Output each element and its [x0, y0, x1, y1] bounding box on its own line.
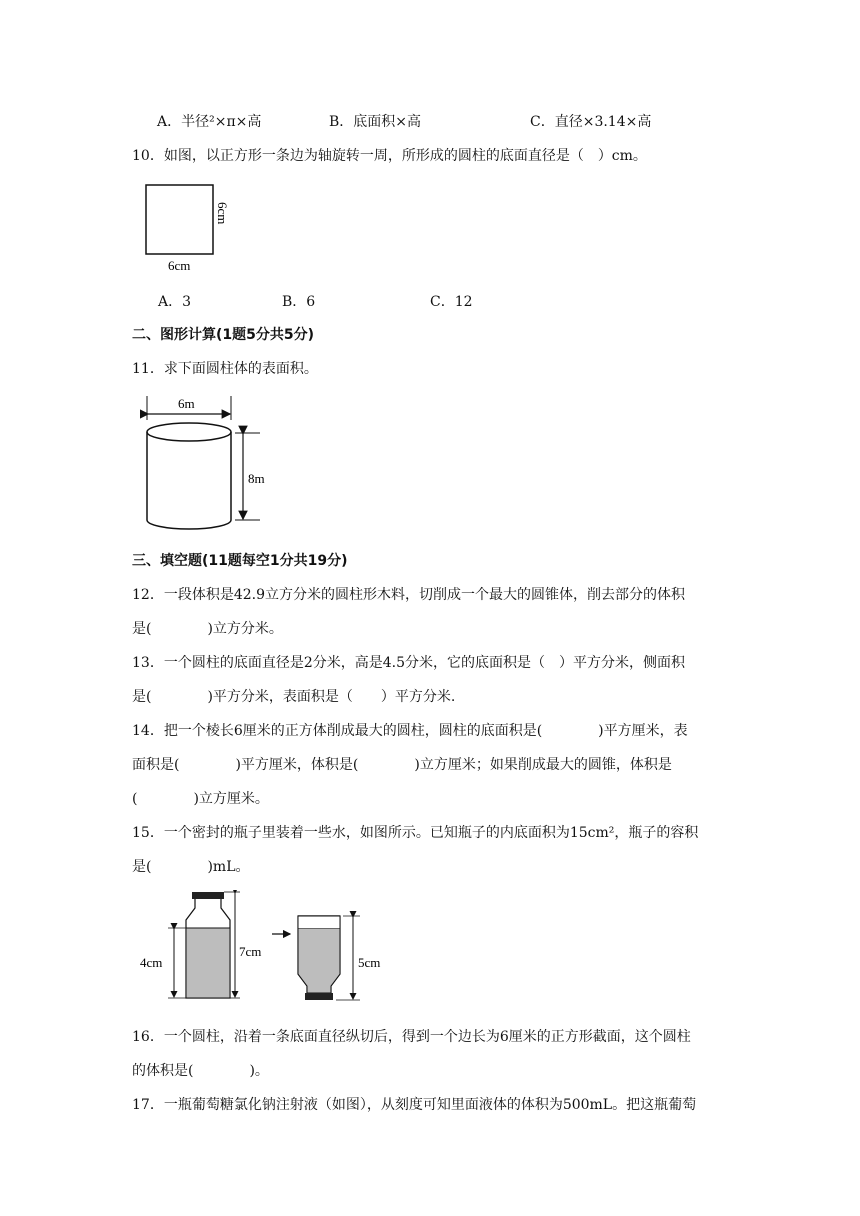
q13-line-1: 13．一个圆柱的底面直径是2分米，高是4.5分米，它的底面积是（ ）平方分米，侧面积 [132, 655, 685, 671]
q11-question: 11．求下面圆柱体的表面积。 [132, 361, 318, 377]
q13-line-2: 是( )平方分米，表面积是（ ）平方分米. [132, 689, 456, 705]
q10-question: 10．如图，以正方形一条边为轴旋转一周，所形成的圆柱的底面直径是（ ）cm。 [132, 148, 647, 164]
q9-option-b: B．底面积×高 [329, 114, 422, 130]
q11-fig-right-label: 8m [248, 471, 265, 486]
q15-bottle-figure [138, 890, 398, 1006]
q15-fig-right-label: 5cm [358, 955, 381, 970]
q15-fig-mid-label: 7cm [239, 944, 262, 959]
q16-line-2: 的体积是( )。 [132, 1063, 269, 1079]
q14-line-3: ( )立方厘米。 [132, 791, 269, 807]
q10-option-b: B．6 [282, 294, 316, 310]
q11-cylinder-figure [140, 392, 280, 534]
q10-fig-right-label: 6cm [215, 202, 230, 225]
q10-fig-bottom-label: 6cm [168, 258, 191, 273]
q14-line-2: 面积是( )平方厘米，体积是( )立方厘米；如果削成最大的圆锥，体积是 [132, 757, 672, 773]
q11-fig-top-label: 6m [178, 396, 195, 411]
section-2-title: 二、图形计算(1题5分共5分) [132, 327, 315, 343]
q15-fig-left-label: 4cm [140, 955, 163, 970]
q9-option-a: A．半径²×π×高 [157, 114, 262, 130]
q15-line-2: 是( )mL。 [132, 859, 250, 875]
q12-line-2: 是( )立方分米。 [132, 621, 283, 637]
q14-line-1: 14．把一个棱长6厘米的正方体削成最大的圆柱，圆柱的底面积是( )平方厘米，表 [132, 723, 688, 739]
q12-line-1: 12．一段体积是42.9立方分米的圆柱形木料，切削成一个最大的圆锥体，削去部分的体积 [132, 587, 685, 603]
q10-option-c: C．12 [430, 294, 473, 310]
q10-square-figure [140, 180, 240, 275]
q17-line-1: 17．一瓶葡萄糖氯化钠注射液（如图），从刻度可知里面液体的体积为500mL。把这瓶葡萄 [132, 1097, 697, 1113]
q16-line-1: 16．一个圆柱，沿着一条底面直径纵切后，得到一个边长为6厘米的正方形截面，这个圆柱 [132, 1029, 691, 1045]
q9-option-c: C．直径×3.14×高 [530, 114, 652, 130]
q10-option-a: A．3 [158, 294, 192, 310]
q15-line-1: 15．一个密封的瓶子里装着一些水，如图所示。已知瓶子的内底面积为15cm²，瓶子的容积 [132, 825, 699, 841]
section-3-title: 三、填空题(11题每空1分共19分) [132, 553, 348, 569]
